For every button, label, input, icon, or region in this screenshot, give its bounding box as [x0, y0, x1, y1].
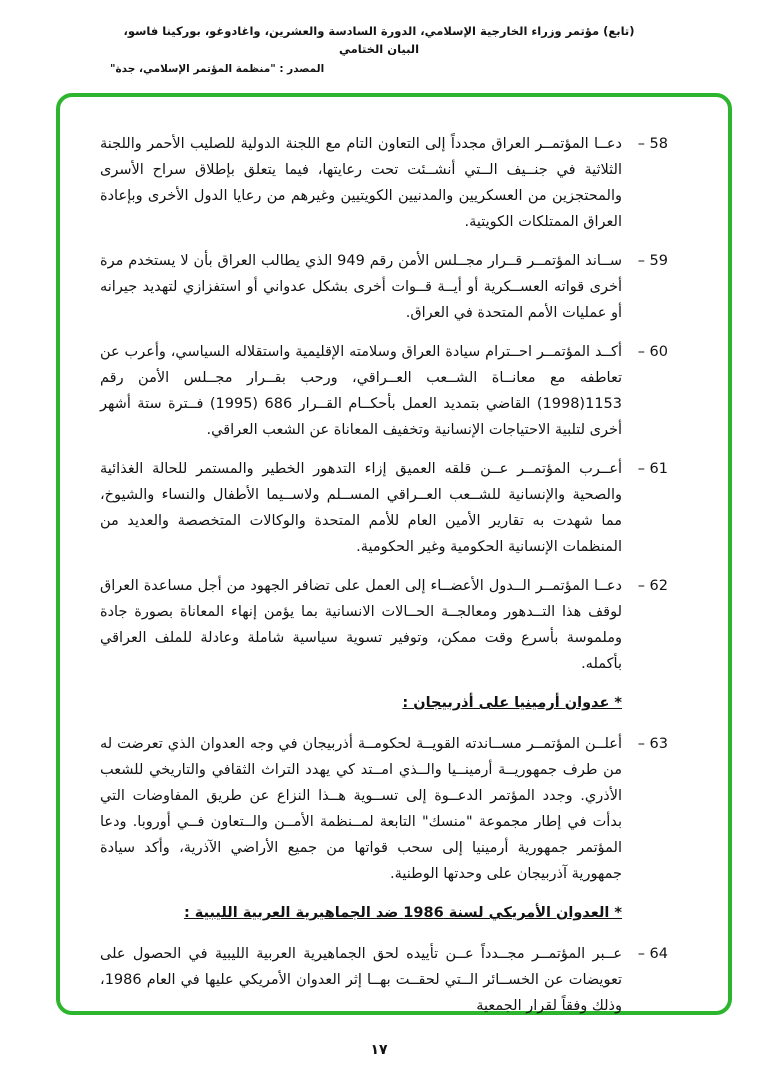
paragraph-59 — [100, 248, 668, 326]
paragraph-number: 58 – — [637, 136, 668, 152]
paragraph-number: 62 – — [637, 578, 668, 594]
paragraph-number: 60 – — [637, 344, 668, 360]
page-footer — [0, 1042, 758, 1058]
document-header — [110, 22, 648, 75]
content-border-box — [56, 93, 732, 1015]
paragraph-text: ســاند المؤتمــر قــرار مجــلس الأمن رقم 949 الذي يطالب العراق بأن لا يستخدم مرة أخرى قواته العســكرية أو أيــة قــوات أخرى بشكل عدواني أو استفزازي لتهديد جيرانه أو عمليات الأمم المتحدة في العراق. — [100, 253, 622, 321]
paragraph-text: دعــا المؤتمــر الــدول الأعضــاء إلى العمل على تضافر الجهود من أجل مساعدة العراق لوقف هذا التــدهور ومعالجــة الحــالات الانسانية بما يؤمن إنهاء المعاناة بصورة جادة وملموسة بأسرع وقت ممكن، وتوفير تسوية سياسية شاملة وعادلة للملف العراقي بأكمله. — [100, 578, 622, 672]
section-heading-us-aggression-libya: * العدوان الأمريكي لسنة 1986 ضد الجماهيرية العربية الليبية : — [183, 905, 622, 921]
paragraph-number: 63 – — [637, 736, 668, 752]
paragraph-number: 61 – — [637, 461, 668, 477]
paragraph-58 — [100, 131, 668, 235]
page-number: ١٧ — [370, 1042, 388, 1058]
paragraph-text: أعلــن المؤتمــر مســاندته القويــة لحكومــة أذربيجان في وجه العدوان الذي تعرضت له من طرف جمهوريــة أرمينــيا والــذي امــتد كي يهدد التراث الثقافي والتاريخي للشعب الأذري. وجدد المؤتمر الدعــوة إلى تســوية هــذا النزاع عن طريق المفاوضات التي بدأت في إطار مجموعة "منسك" التابعة لمــنظمة الأمــن والــتعاون فــي أوروبا. ودعا المؤتمر جمهورية أرمينيا إلى سحب قواتها من جميع الأراضي الآذرية، وأكد سيادة جمهورية آذربيجان على وحدتها الوطنية. — [100, 736, 622, 882]
paragraph-60 — [100, 339, 668, 443]
paragraph-62 — [100, 573, 668, 677]
paragraph-text: أكــد المؤتمــر احــترام سيادة العراق وسلامته الإقليمية واستقلاله السياسي، وأعرب عن تعاطفه مع معانــاة الشــعب العــراقي، ورحب بقــرار مجــلس الأمن رقم 1153(1998) القاضي بتمديد العمل بأحكــام القــرار 686 (1995) فــترة ستة أشهر أخرى لتلبية الاحتياجات الإنسانية وتخفيف المعاناة عن الشعب العراقي. — [100, 344, 622, 438]
paragraph-text: أعــرب المؤتمــر عــن قلقه العميق إزاء التدهور الخطير والمستمر للحالة الغذائية والصحية والإنسانية للشــعب العــراقي المســلم ولاســيما الأطفال والنساء والشيوخ، مما شهدت به تقارير الأمين العام للأمم المتحدة والوكالات المتخصصة والعديد من المنظمات الإنسانية الحكومية وغير الحكومية. — [100, 461, 622, 555]
paragraph-64 — [100, 941, 668, 1019]
section-heading-armenia-azerbaijan: * عدوان أرمينيا على أذربيجان : — [402, 695, 622, 711]
header-source: المصدر : "منظمة المؤتمر الإسلامي، جدة" — [110, 62, 325, 75]
paragraph-text: عــبر المؤتمــر مجــدداً عــن تأييده لحق الجماهيرية العربية الليبية في الحصول على تعويضات عن الخســائر الــتي لحقــت بهــا إثر العدوان الأمريكي عليها في العام 1986، وذلك وفقاً لقرار الجمعية — [100, 946, 622, 1014]
paragraph-number: 64 – — [637, 946, 668, 962]
paragraph-63 — [100, 731, 668, 887]
paragraph-61 — [100, 456, 668, 560]
header-title: (تابع) مؤتمر وزراء الخارجية الإسلامي، الدورة السادسة والعشرين، واغادوغو، بوركينا فاسو، البيان الختامي — [123, 24, 635, 57]
paragraph-text: دعــا المؤتمــر العراق مجدداً إلى التعاون التام مع اللجنة الدولية للصليب الأحمر واللجنة الثلاثية في جنــيف الــتي أنشــئت تحت رعايتها، فيما يتعلق بإطلاق سراح الأسرى والمحتجزين من العسكريين والمدنيين الكويتيين وغيرهم من رعايا الدول الأخرى وبإعادة العراق الممتلكات الكويتية. — [100, 136, 622, 230]
paragraph-number: 59 – — [637, 253, 668, 269]
